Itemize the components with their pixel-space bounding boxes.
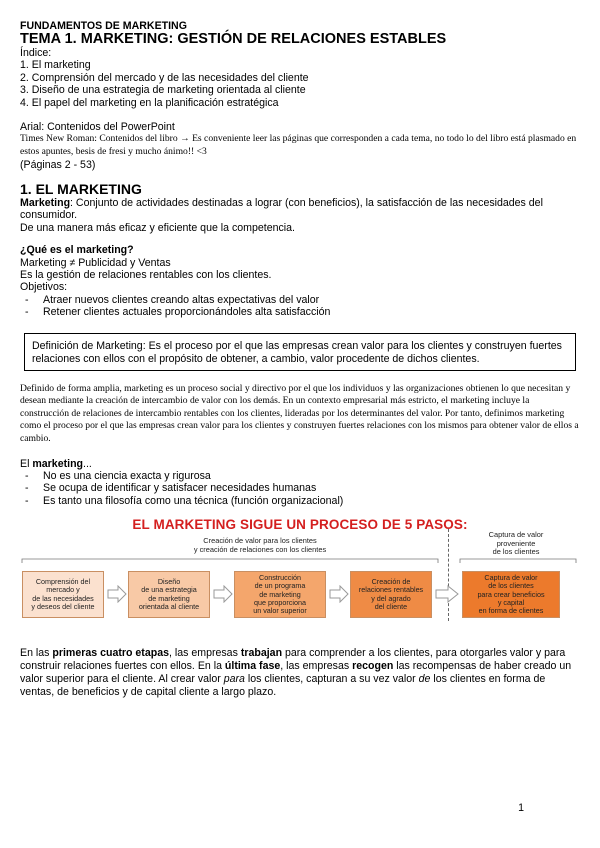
objectives-list xyxy=(20,294,580,319)
book-paragraph: Definido de forma amplia, marketing es un proceso social y directivo por el que los individuos y las organizaciones obtienen lo que necesitan y desean mediante la creación de intercambio de valor con los demás. En un contexto empresarial más estricto, el marketing incluye la construcción de relaciones de intercambio rentables con los clientes, lideradas por los determinantes del valor. Por tanto, definimos marketing como el proceso por el que las empresas crean valor para los clientes y construyen fuertes relaciones con los mismos para obtener valor de ellos a cambio. xyxy=(20,382,579,445)
page-number: 1 xyxy=(518,802,524,814)
list-item: - No es una ciencia exacta y rigurosa xyxy=(20,470,580,482)
diagram-subtitle-right: Captura de valor proveniente de los clientes xyxy=(488,530,544,557)
step-box-3: Construcción de un programa de marketing que proporciona un valor superior xyxy=(234,571,326,618)
index-label: Índice: xyxy=(20,47,52,59)
step-box-4: Creación de relaciones rentables y del agrado del cliente xyxy=(350,571,432,618)
arrow-right-icon xyxy=(329,585,349,603)
stage-divider xyxy=(448,529,449,621)
bracket-right xyxy=(460,559,576,563)
index-item: 2. Comprensión del mercado y de las necesidades del cliente xyxy=(20,71,309,84)
diagram-brackets xyxy=(20,517,580,577)
document-page xyxy=(20,20,580,699)
question-heading: ¿Qué es el marketing? xyxy=(20,244,134,257)
process-diagram xyxy=(20,517,580,617)
step-box-2: Diseño de una estrategia de marketing orientada al cliente xyxy=(128,571,210,618)
list-item: - Retener clientes actuales proporcionándoles alta satisfacción xyxy=(20,306,580,318)
list-item: - Atraer nuevos clientes creando altas expectativas del valor xyxy=(20,294,580,306)
course-title: FUNDAMENTOS DE MARKETING xyxy=(20,20,187,32)
index-item: 1. El marketing xyxy=(20,59,91,72)
bracket-left xyxy=(22,559,438,563)
index-item: 3. Diseño de una estrategia de marketing orientada al cliente xyxy=(20,84,306,97)
arrow-right-icon xyxy=(213,585,233,603)
legend-pages: (Páginas 2 - 53) xyxy=(20,158,96,171)
not-equal-line: Marketing ≠ Publicidad y Ventas xyxy=(20,256,171,269)
diagram-title: EL MARKETING SIGUE UN PROCESO DE 5 PASOS: xyxy=(132,517,468,533)
step-box-5: Captura de valor de los clientes para crear beneficios y capital en forma de clientes xyxy=(462,571,560,618)
diagram-subtitle-left: Creación de valor para los clientes y creación de relaciones con los clientes xyxy=(193,536,327,554)
management-line: Es la gestión de relaciones rentables con los clientes. xyxy=(20,269,272,282)
marketing-definition xyxy=(20,197,580,222)
legend-tnr: Times New Roman: Contenidos del libro → Es conveniente leer las páginas que corresponden a cada tema, no todo lo del libro está plasmado en estos apuntes, besis de fresi y mucho ánimo!! <3 xyxy=(20,133,577,158)
list-item: - Se ocupa de identificar y satisfacer necesidades humanas xyxy=(20,482,580,494)
features-list xyxy=(20,470,580,507)
definition-text: : Conjunto de actividades destinadas a lograr (con beneficios), la satisfacción de las necesidades del consumidor. xyxy=(20,197,543,222)
section-heading: 1. EL MARKETING xyxy=(20,181,142,198)
definition-box: Definición de Marketing: Es el proceso por el que las empresas crean valor para los clientes y construyen fuertes relaciones con ellos con el propósito de obtener, a cambio, valor procedente de dichos clientes. xyxy=(24,333,576,371)
legend-arial: Arial: Contenidos del PowerPoint xyxy=(20,121,175,134)
closing-paragraph: En las primeras cuatro etapas, las empresas trabajan para comprender a los clientes, para otorgarles valor y para construir relaciones fuertes con ellos. En la última fase, las empresas recogen las recompensas de haber creado un valor superior para el cliente. Al crear valor para los clientes, capturan a su vez valor de los clientes en forma de ventas, de beneficios y de capital cliente a largo plazo. xyxy=(20,647,572,699)
step-box-1: Comprensión del mercado y de las necesidades y deseos del cliente xyxy=(22,571,104,618)
objectives-label: Objetivos: xyxy=(20,281,68,294)
definition-line2: De una manera más eficaz y eficiente que la competencia. xyxy=(20,221,295,234)
index-item: 4. El papel del marketing en la planificación estratégica xyxy=(20,96,279,109)
index xyxy=(20,47,580,109)
arrow-right-icon xyxy=(107,585,127,603)
arrow-right-icon xyxy=(435,585,459,603)
el-marketing-line: El marketing... xyxy=(20,457,92,470)
topic-title: TEMA 1. MARKETING: GESTIÓN DE RELACIONES ESTABLES xyxy=(20,31,447,47)
list-item: - Es tanto una filosofía como una técnica (función organizacional) xyxy=(20,495,580,507)
definition-term: Marketing xyxy=(20,197,71,210)
